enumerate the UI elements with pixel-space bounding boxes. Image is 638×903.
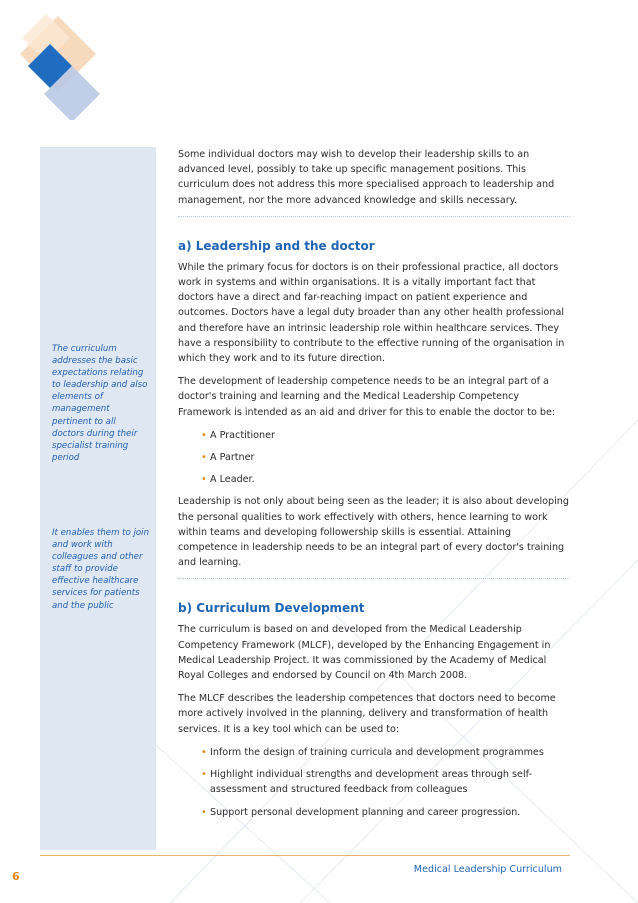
section-b-paragraph-2: The MLCF describes the leadership competences that doctors need to become more actively involved in the planning, delivery and transformation of health services. It is a key tool which can be used to: bbox=[178, 693, 556, 735]
list-item: • Support personal development planning and career progression. bbox=[202, 805, 570, 820]
list-item: • A Practitioner bbox=[202, 428, 570, 443]
section-b-paragraph-1: The curriculum is based on and developed from the Medical Leadership Competency Framework (MLCF), developed by the Enhancing Engagement in Medical Leadership Project. It was commissioned by the Academy of Medical Royal Colleges and endorsed by Council on 4th March 2008. bbox=[178, 624, 551, 682]
list-item: • Highlight individual strengths and development areas through self-assessment and structured feedback from colleagues bbox=[202, 767, 570, 797]
list-item: • A Leader. bbox=[202, 472, 570, 487]
role-list bbox=[178, 428, 570, 488]
footer-rule bbox=[40, 855, 570, 856]
divider bbox=[178, 578, 570, 579]
list-item: • A Partner bbox=[202, 450, 570, 465]
list-item: • Inform the design of training curricula and development programmes bbox=[202, 745, 570, 760]
divider bbox=[178, 216, 570, 217]
logo-diamond-icon bbox=[0, 0, 120, 120]
sidebar-panel bbox=[40, 147, 156, 850]
margin-note-work-with-colleagues: It enables them to join and work with colleagues and other staff to provide effective healthcare services for patients and the public bbox=[52, 528, 150, 611]
page-number: 6 bbox=[12, 870, 20, 883]
section-a-paragraph-1: While the primary focus for doctors is on their professional practice, all doctors work in systems and within organisations. It is a vitally important fact that doctors have a direct and far-reaching impact on patient experience and outcomes. Doctors have a legal duty broader than any other health professional and therefore have an intrinsic leadership role within healthcare services. They have a responsibility to contribute to the effective running of the organisation in which they work and to its future direction. bbox=[178, 261, 565, 365]
main-content bbox=[178, 147, 570, 827]
section-b-heading: b) Curriculum Development bbox=[178, 601, 365, 616]
intro-paragraph: Some individual doctors may wish to develop their leadership skills to an advanced level, possibly to take up specific management positions. This curriculum does not address this more specialised approach to leadership and management, nor the more advanced knowledge and skills necessary. bbox=[178, 149, 555, 206]
running-title: Medical Leadership Curriculum bbox=[413, 864, 562, 875]
section-a-heading: a) Leadership and the doctor bbox=[178, 238, 375, 253]
section-a-paragraph-2: The development of leadership competence needs to be an integral part of a doctor's training and learning and the Medical Leadership Competency Framework is intended as an aid and driver for this to enable the doctor to be: bbox=[178, 376, 556, 418]
section-a-paragraph-3: Leadership is not only about being seen as the leader; it is also about developing the personal qualities to work effectively with others, hence learning to work within teams and developing followership skills is essential. Attaining competence in leadership needs to be an integral part of every doctor's training and learning. bbox=[178, 496, 569, 569]
margin-note-basic-expectations: The curriculum addresses the basic expectations relating to leadership and also elements of management pertinent to all doctors during their specialist training period bbox=[52, 344, 148, 463]
mlcf-uses-list bbox=[178, 745, 570, 820]
